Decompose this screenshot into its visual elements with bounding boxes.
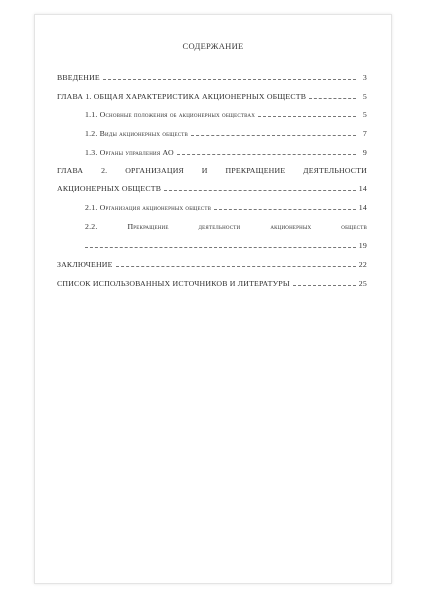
- toc-title: СОДЕРЖАНИЕ: [182, 41, 244, 51]
- toc-entry-conclusion: [57, 260, 367, 269]
- toc-entry-introduction: [57, 73, 367, 82]
- toc-entry-text: ЗАКЛЮЧЕНИЕ: [57, 260, 113, 269]
- toc-entry-text: 2.1. Организация акционерных обществ: [85, 203, 212, 212]
- toc-entry-text: 1.2. Виды акционерных обществ: [85, 129, 189, 138]
- toc-entry-section-1-1: [85, 110, 367, 119]
- dot-leader: [116, 265, 356, 267]
- toc-entry-page: 25: [358, 279, 367, 288]
- toc-entry-section-2-2: [85, 222, 367, 231]
- toc-entry-text: 1.1. Основные положения об акционерных обществах: [85, 110, 256, 119]
- dot-leader: [177, 153, 356, 155]
- toc-entry-text: 2.2. Прекращение деятельности акционерных обществ: [85, 222, 367, 231]
- dot-leader: [293, 284, 356, 286]
- toc-entry-page: 14: [358, 184, 367, 193]
- toc-entry-text: ГЛАВА 1. ОБЩАЯ ХАРАКТЕРИСТИКА АКЦИОНЕРНЫХ ОБЩЕСТВ: [57, 92, 307, 101]
- toc-entry-page: 3: [362, 73, 367, 82]
- dot-leader: [103, 78, 356, 80]
- toc-entry-section-1-3: [85, 148, 367, 157]
- toc-entry-page: 5: [362, 110, 367, 119]
- dot-leader: [214, 208, 356, 210]
- toc-entry-section-2-2-leader: [85, 241, 367, 250]
- toc-entry-page: 22: [358, 260, 367, 269]
- toc-entry-page: 5: [362, 92, 367, 101]
- toc-entry-page: 14: [358, 203, 367, 212]
- document-page: [34, 14, 392, 584]
- dot-leader: [191, 134, 356, 136]
- dot-leader: [258, 115, 356, 117]
- toc-entry-page: 9: [362, 148, 367, 157]
- toc-entry-chapter-2: [57, 166, 367, 193]
- dot-leader: [164, 189, 356, 191]
- toc-entry-text: СПИСОК ИСПОЛЬЗОВАННЫХ ИСТОЧНИКОВ И ЛИТЕРАТУРЫ: [57, 279, 290, 288]
- dot-leader: [85, 246, 356, 248]
- toc-entry-chapter-1: [57, 92, 367, 101]
- toc-entry-section-1-2: [85, 129, 367, 138]
- toc-entry-text-line-2: АКЦИОНЕРНЫХ ОБЩЕСТВ: [57, 184, 162, 193]
- toc-entry-text-line-1: ГЛАВА 2. ОРГАНИЗАЦИЯ И ПРЕКРАЩЕНИЕ ДЕЯТЕЛЬНОСТИ: [57, 166, 367, 175]
- toc-entry-bibliography: [57, 279, 367, 288]
- toc-entry-text: 1.3. Органы управления АО: [85, 148, 174, 157]
- toc-entry-text: ВВЕДЕНИЕ: [57, 73, 100, 82]
- dot-leader: [309, 97, 356, 99]
- toc-entry-page: 7: [362, 129, 367, 138]
- toc-entry-section-2-1: [85, 203, 367, 212]
- toc-entry-page: 19: [358, 241, 367, 250]
